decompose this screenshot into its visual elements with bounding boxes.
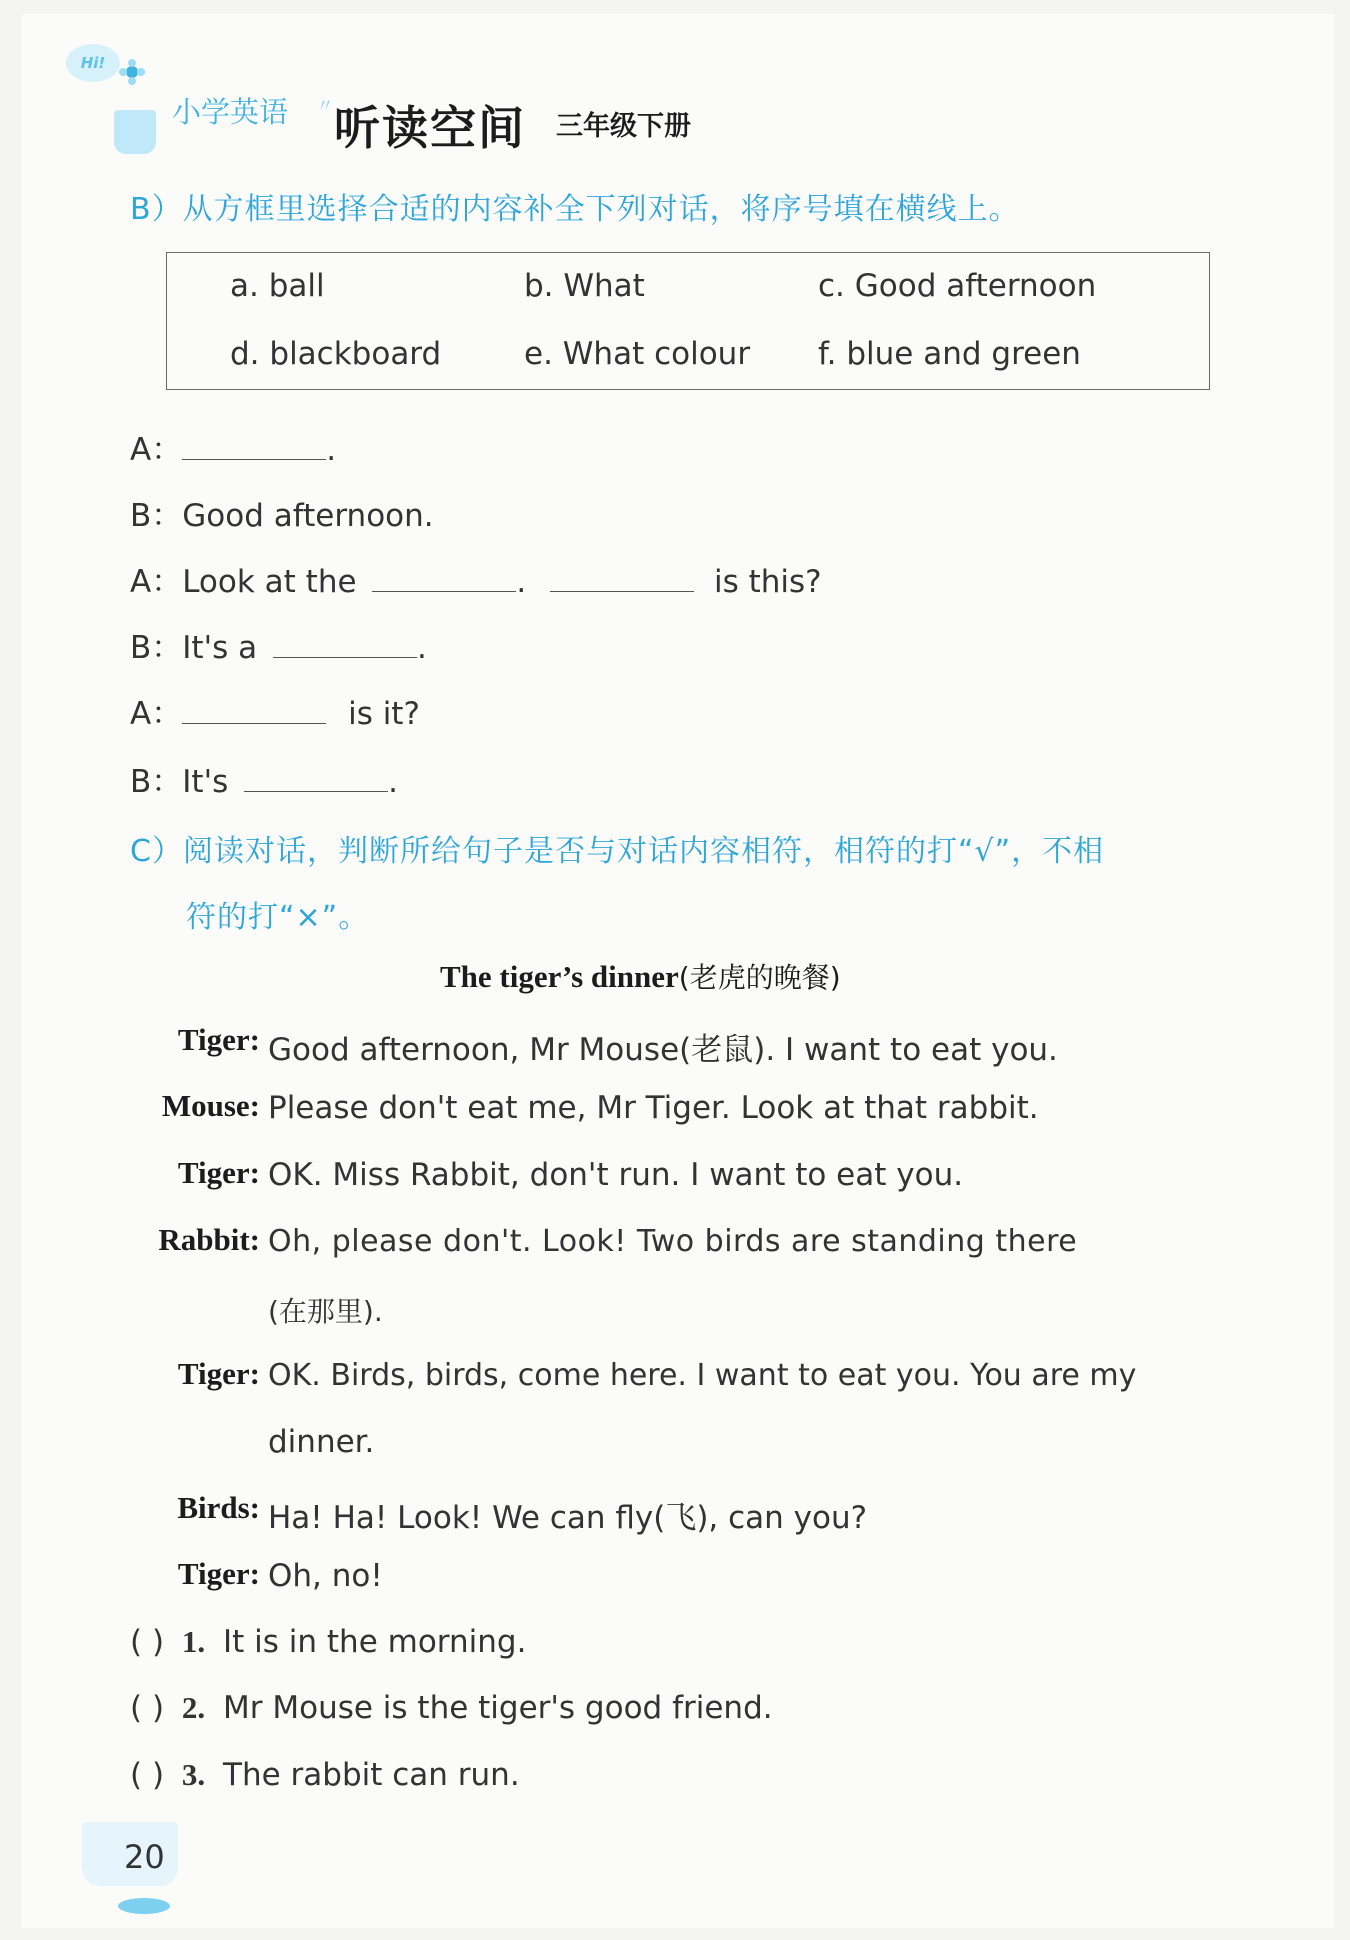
series-name: 小学英语: [172, 95, 289, 129]
dialogue-line-1: A： .: [130, 424, 336, 469]
section-c-heading-line2: 符的打“×”。: [186, 900, 370, 935]
speech-line: (在那里).: [268, 1295, 383, 1328]
answer-paren[interactable]: ( ): [130, 1757, 165, 1793]
answer-blank[interactable]: [182, 429, 326, 460]
dialogue-line-4: B：It's a .: [130, 622, 427, 667]
section-b-heading: B）从方框里选择合适的内容补全下列对话，将序号填在横线上。: [130, 192, 1020, 227]
dialogue-line-2: B：Good afternoon.: [130, 498, 434, 534]
speech-line: Oh, no!: [268, 1558, 383, 1594]
question-2: ( ) 2. Mr Mouse is the tiger's good friend.: [130, 1690, 773, 1726]
hi-bubble-logo: Hi!: [66, 44, 120, 82]
grade-label: 三年级下册: [556, 111, 691, 142]
speaker-tiger: Tiger:: [177, 1356, 260, 1391]
speaker-mouse: Mouse:: [161, 1088, 260, 1123]
speaker-birds: Birds:: [177, 1490, 260, 1525]
speech-line: OK. Birds, birds, come here. I want to eat you. You are my: [268, 1358, 1137, 1393]
speech-line: Ha! Ha! Look! We can fly(飞), can you?: [268, 1500, 868, 1536]
dialogue-line-5: A： is it?: [130, 688, 420, 733]
speech-line: dinner.: [268, 1424, 375, 1460]
flower-pot-icon: [114, 110, 156, 154]
flower-icon: [118, 58, 146, 86]
decoration-icon: 〃: [316, 96, 334, 117]
answer-blank[interactable]: [182, 693, 326, 724]
speaker-tiger: Tiger:: [177, 1155, 260, 1190]
option-d: d. blackboard: [230, 336, 442, 372]
question-3: ( ) 3. The rabbit can run.: [130, 1757, 520, 1793]
answer-blank[interactable]: [244, 761, 388, 792]
answer-blank[interactable]: [550, 561, 694, 592]
speech-line: OK. Miss Rabbit, don't run. I want to eat you.: [268, 1157, 964, 1193]
option-e: e. What colour: [524, 336, 751, 372]
speaker-rabbit: Rabbit:: [158, 1222, 260, 1257]
question-1: ( ) 1. It is in the morning.: [130, 1624, 527, 1660]
dialogue-line-6: B：It's .: [130, 756, 398, 801]
answer-blank[interactable]: [273, 627, 417, 658]
speaker-tiger: Tiger:: [177, 1022, 260, 1057]
story-title: The tiger’s dinner(老虎的晚餐): [440, 959, 841, 994]
speaker-tiger: Tiger:: [177, 1556, 260, 1591]
speech-line: Oh, please don't. Look! Two birds are standing there: [268, 1224, 1078, 1259]
option-b: b. What: [524, 268, 645, 304]
speech-line: Good afternoon, Mr Mouse(老鼠). I want to eat you.: [268, 1032, 1058, 1068]
section-c-heading-line1: C）阅读对话，判断所给句子是否与对话内容相符，相符的打“√”，不相: [130, 834, 1105, 869]
speech-line: Please don't eat me, Mr Tiger. Look at that rabbit.: [268, 1090, 1039, 1126]
answer-paren[interactable]: ( ): [130, 1690, 165, 1726]
book-title: 听读空间: [334, 101, 526, 155]
answer-blank[interactable]: [372, 561, 516, 592]
page-number: 20: [124, 1838, 165, 1876]
answer-paren[interactable]: ( ): [130, 1624, 165, 1660]
option-a: a. ball: [230, 268, 325, 304]
dialogue-line-3: A：Look at the . is this?: [130, 556, 822, 601]
option-c: c. Good afternoon: [818, 268, 1097, 304]
footer-dot-icon: [118, 1898, 170, 1914]
option-f: f. blue and green: [818, 336, 1081, 372]
